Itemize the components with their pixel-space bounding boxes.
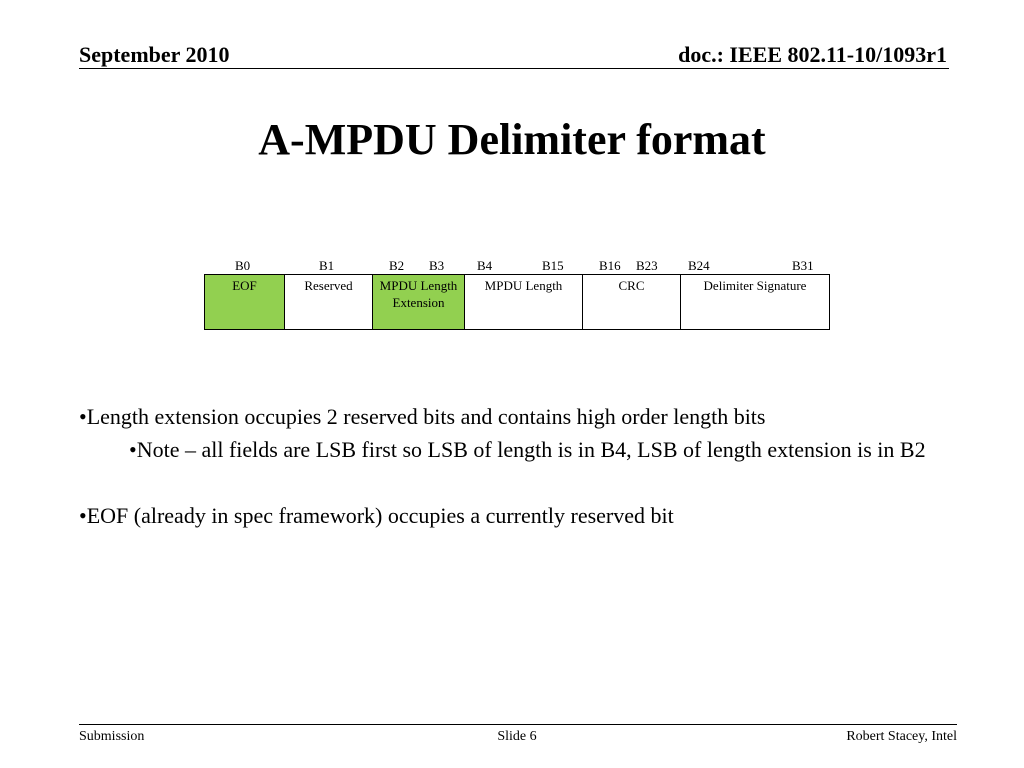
field-delimiter-signature: Delimiter Signature — [681, 275, 830, 330]
footer-slide-number: Slide 6 — [497, 729, 537, 744]
bullet-lsb-note: •Note – all fields are LSB first so LSB of length is in B4, LSB of length extension is in B2 — [129, 437, 926, 462]
bit-labels-row — [204, 258, 829, 274]
delimiter-format-table — [204, 274, 830, 330]
bit-label-b3: B3 — [429, 258, 445, 273]
bit-label-b1: B1 — [319, 258, 335, 273]
field-mpdu-length-extension: MPDU Length Extension — [373, 275, 465, 330]
bit-label-b4: B4 — [477, 258, 493, 273]
field-reserved: Reserved — [285, 275, 373, 330]
bullet-list — [79, 400, 959, 532]
bullet-eof: •EOF (already in spec framework) occupies a currently reserved bit — [79, 503, 674, 528]
header-divider — [79, 68, 949, 69]
field-eof: EOF — [205, 275, 285, 330]
bit-label-b31: B31 — [792, 258, 814, 273]
bullet-spacer — [79, 466, 959, 499]
footer-submission: Submission — [79, 729, 145, 744]
bit-label-b2: B2 — [389, 258, 405, 273]
bit-label-b0: B0 — [235, 258, 251, 273]
header-date: September 2010 — [79, 42, 230, 67]
footer-divider — [79, 724, 957, 725]
bit-label-b24: B24 — [688, 258, 710, 273]
bit-label-b16: B16 — [599, 258, 621, 273]
bullet-length-extension: •Length extension occupies 2 reserved bits and contains high order length bits — [79, 404, 766, 429]
footer-author: Robert Stacey, Intel — [846, 729, 957, 744]
header-doc-id: doc.: IEEE 802.11-10/1093r1 — [678, 42, 947, 67]
bit-label-b23: B23 — [636, 258, 658, 273]
bit-label-b15: B15 — [542, 258, 564, 273]
slide-title: A-MPDU Delimiter format — [258, 115, 766, 164]
table-row — [205, 275, 830, 330]
field-crc: CRC — [583, 275, 681, 330]
field-mpdu-length: MPDU Length — [465, 275, 583, 330]
